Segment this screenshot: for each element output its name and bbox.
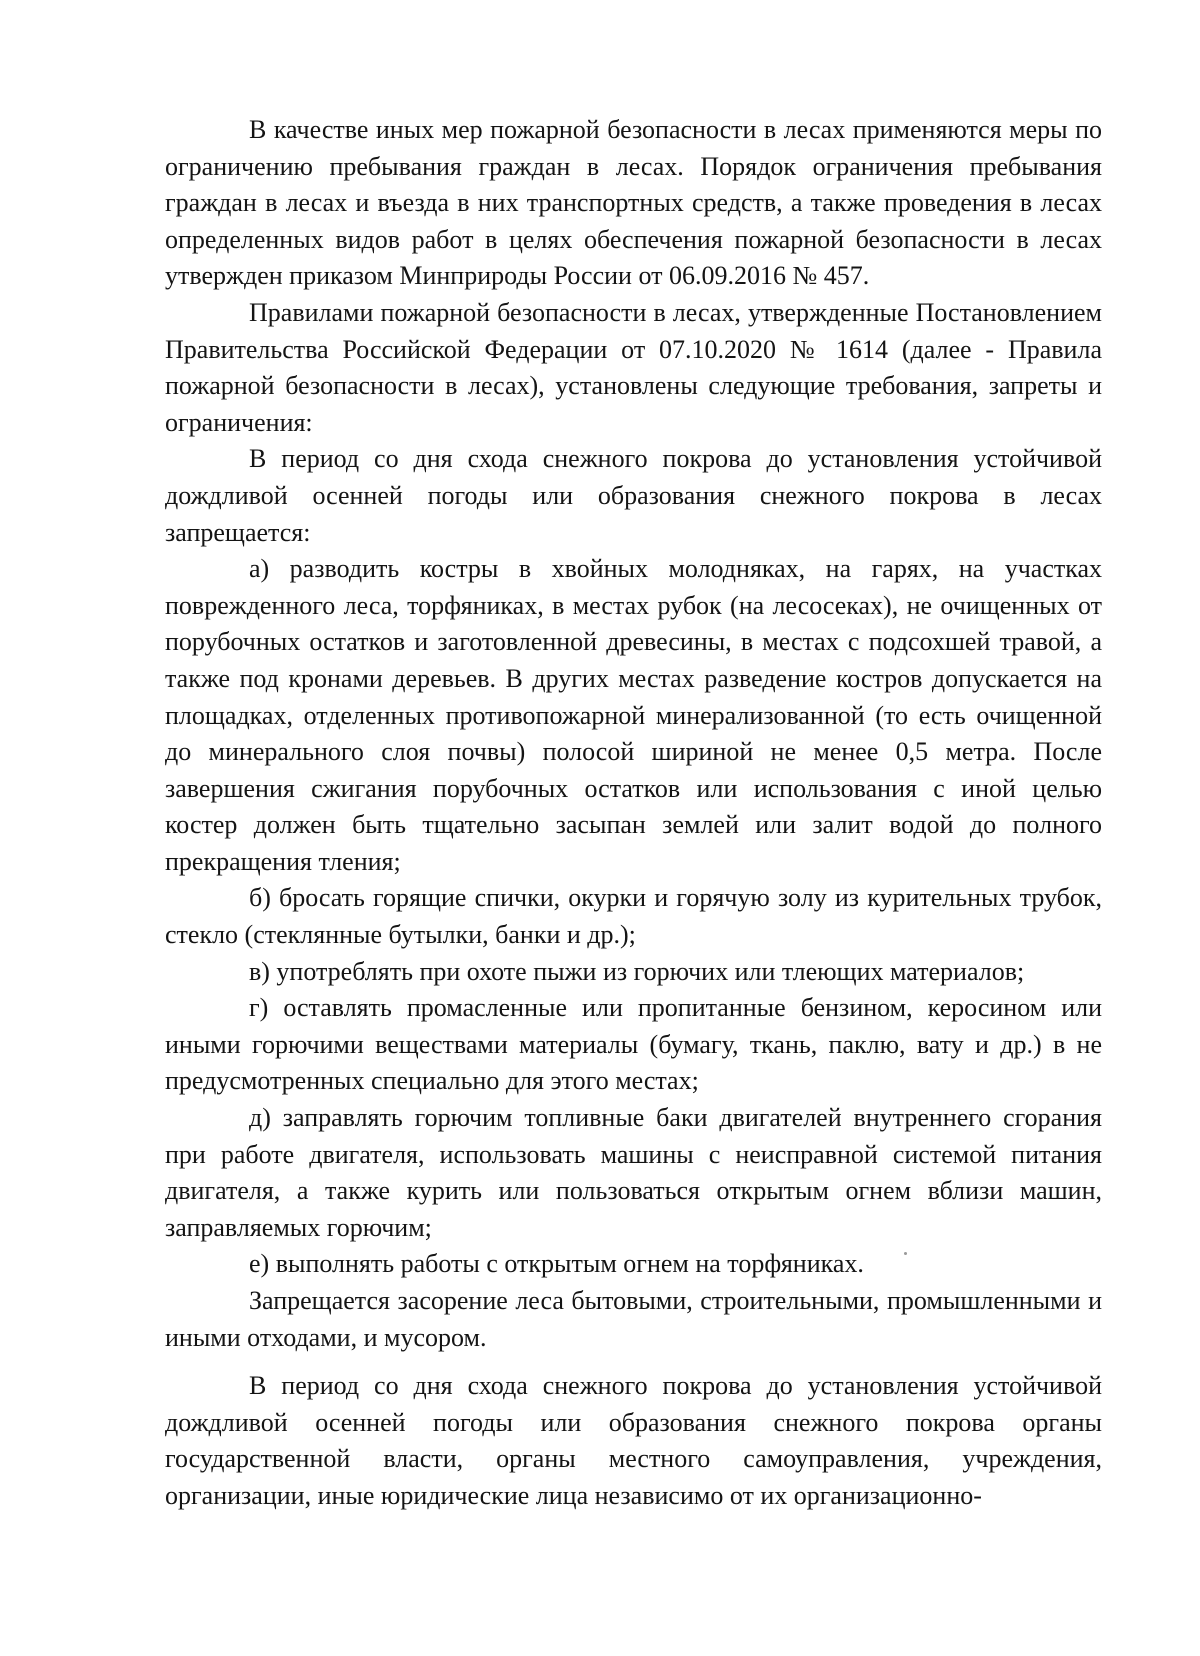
- list-item-a: а) разводить костры в хвойных молодняках, на гарях, на участках поврежденного леса, торфяниках, в местах рубок (на лесосеках), не очищенных от порубочных остатков и заготовленной древесины, в местах с подсохшей травой, а также под кронами деревьев. В других местах разведение костров допускается на площадках, отделенных противопожарной минерализованной (то есть очищенной до минерального слоя почвы) полосой шириной не менее 0,5 метра. После завершения сжигания порубочных остатков или использования с иной целью костер должен быть тщательно засыпан землей или залит водой до полного прекращения тления;: [165, 554, 1102, 876]
- list-item-e: е) выполнять работы с открытым огнем на торфяниках.: [249, 1249, 864, 1279]
- paragraph-rules-intro: Правилами пожарной безопасности в лесах, утвержденные Постановлением Правительства Российской Федерации от 07.10.2020 № 1614 (далее - Правила пожарной безопасности в лесах), установлены следующие требования, запреты и ограничения:: [165, 297, 1102, 437]
- scan-speck: [904, 1252, 907, 1255]
- paragraph-period-prohibitions: В период со дня схода снежного покрова до установления устойчивой дождливой осенней погоды или образования снежного покрова в лесах запрещается:: [165, 444, 1102, 547]
- paragraph-other-measures: В качестве иных мер пожарной безопасности в лесах применяются меры по ограничению пребывания граждан в лесах. Порядок ограничения пребывания граждан в лесах и въезда в них транспортных средств, а также проведения в лесах определенных видов работ в целях обеспечения пожарной безопасности в лесах утвержден приказом Минприроды России от 06.09.2016 № 457.: [165, 115, 1102, 291]
- document-body: [165, 112, 1102, 1515]
- list-item-g: г) оставлять промасленные или пропитанные бензином, керосином или иными горючими веществами материалы (бумагу, ткань, паклю, вату и др.) в не предусмотренных специально для этого местах;: [165, 993, 1102, 1096]
- list-item-v: в) употреблять при охоте пыжи из горючих или тлеющих материалов;: [249, 956, 1025, 986]
- list-item-d: д) заправлять горючим топливные баки двигателей внутреннего сгорания при работе двигателя, использовать машины с неисправной системой питания двигателя, а также курить или пользоваться открытым огнем вблизи машин, заправляемых горючим;: [165, 1103, 1102, 1242]
- paragraph-littering-ban: Запрещается засорение леса бытовыми, строительными, промышленными и иными отходами, и мусором.: [165, 1286, 1102, 1352]
- list-item-b: б) бросать горящие спички, окурки и горячую золу из курительных трубок, стекло (стеклянные бутылки, банки и др.);: [165, 883, 1102, 950]
- paragraph-authorities-duties: В период со дня схода снежного покрова до установления устойчивой дождливой осенней погоды или образования снежного покрова органы государственной власти, органы местного самоуправления, учреждения, организации, иные юридические лица независимо от их организационно-: [165, 1371, 1102, 1510]
